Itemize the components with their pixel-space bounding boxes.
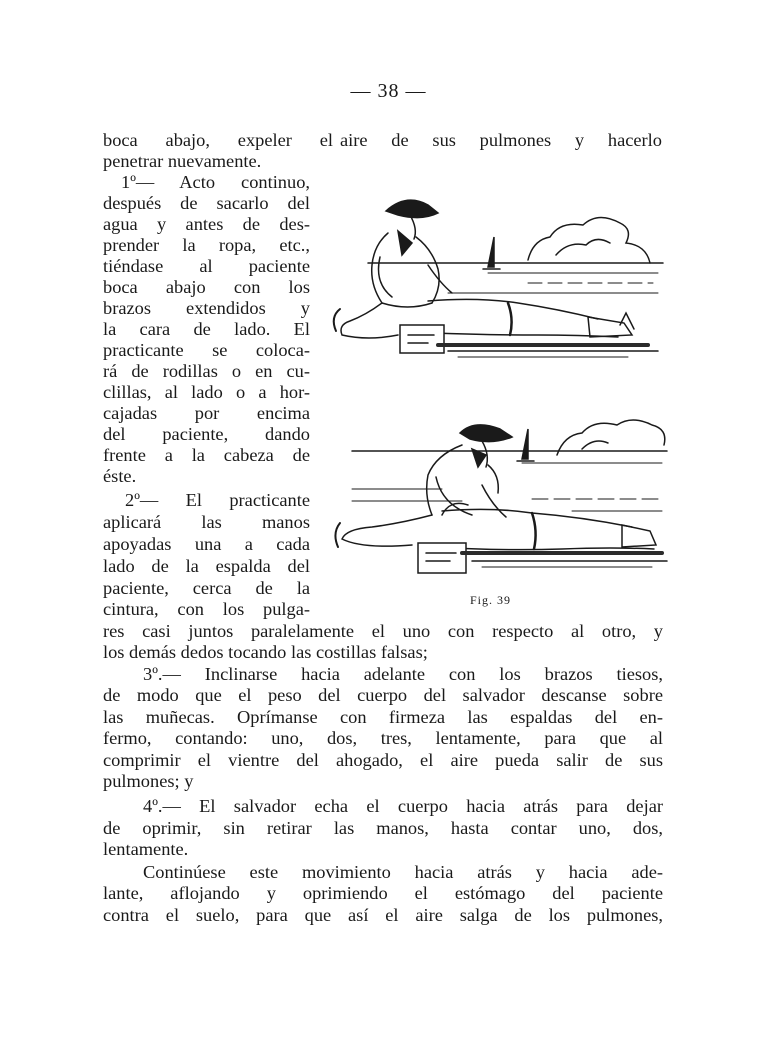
body-line: fermo, contando: uno, dos, tres, lentamente, para que al <box>103 728 663 748</box>
first-line-right: aire de sus pulmones y hacerlo <box>340 130 662 150</box>
first-line-left: boca abajo, expeler el <box>103 130 333 150</box>
column-line: después de sacarlo del <box>103 193 310 213</box>
column-line: frente a la cabeza de <box>103 445 310 465</box>
body-line: lentamente. <box>103 839 189 859</box>
column-line: 1º— Acto continuo, <box>121 172 310 192</box>
column-line: 2º— El practicante <box>125 490 310 510</box>
column-line: cajadas por encima <box>103 403 310 423</box>
column-line: agua y antes de des- <box>103 214 310 234</box>
column-line: éste. <box>103 466 137 486</box>
body-line: los demás dedos tocando las costillas falsas; <box>103 642 428 662</box>
column-line: paciente, cerca de la <box>103 578 310 598</box>
column-line: clillas, al lado o a hor- <box>103 382 310 402</box>
column-line: del paciente, dando <box>103 424 310 444</box>
rescue-illustration-bottom <box>332 415 672 590</box>
body-line: 4º.— El salvador echa el cuerpo hacia atrás para dejar <box>143 796 663 816</box>
figure-caption: Fig. 39 <box>470 593 512 607</box>
column-line: penetrar nuevamente. <box>103 151 262 171</box>
column-line: prender la ropa, etc., <box>103 235 310 255</box>
column-line: aplicará las manos <box>103 512 310 532</box>
body-line: pulmones; y <box>103 771 194 791</box>
body-line: lante, aflojando y oprimiendo el estómago del paciente <box>103 883 663 903</box>
body-line: las muñecas. Oprímanse con firmeza las espaldas del en- <box>103 707 663 727</box>
body-line: de oprimir, sin retirar las manos, hasta contar uno, dos, <box>103 818 663 838</box>
column-line: rá de rodillas o en cu- <box>103 361 310 381</box>
column-line: cintura, con los pulga- <box>103 599 310 619</box>
column-line: tiéndase al paciente <box>103 256 310 276</box>
column-line: brazos extendidos y <box>103 298 310 318</box>
column-line: practicante se coloca- <box>103 340 310 360</box>
body-line: de modo que el peso del cuerpo del salvador descanse sobre <box>103 685 663 705</box>
column-line: apoyadas una a cada <box>103 534 310 554</box>
page-number: — 38 — <box>350 80 427 102</box>
column-line: la cara de lado. El <box>103 319 310 339</box>
body-line: comprimir el vientre del ahogado, el aire pueda salir de sus <box>103 750 663 770</box>
column-line: boca abajo con los <box>103 277 310 297</box>
rescue-illustration-top <box>328 185 668 375</box>
column-line: lado de la espalda del <box>103 556 310 576</box>
body-line: contra el suelo, para que así el aire salga de los pulmones, <box>103 905 663 925</box>
body-line: Continúese este movimiento hacia atrás y hacia ade- <box>143 862 663 882</box>
body-line: 3º.— Inclinarse hacia adelante con los brazos tiesos, <box>143 664 663 684</box>
body-line: res casi juntos paralelamente el uno con respecto al otro, y <box>103 621 663 641</box>
